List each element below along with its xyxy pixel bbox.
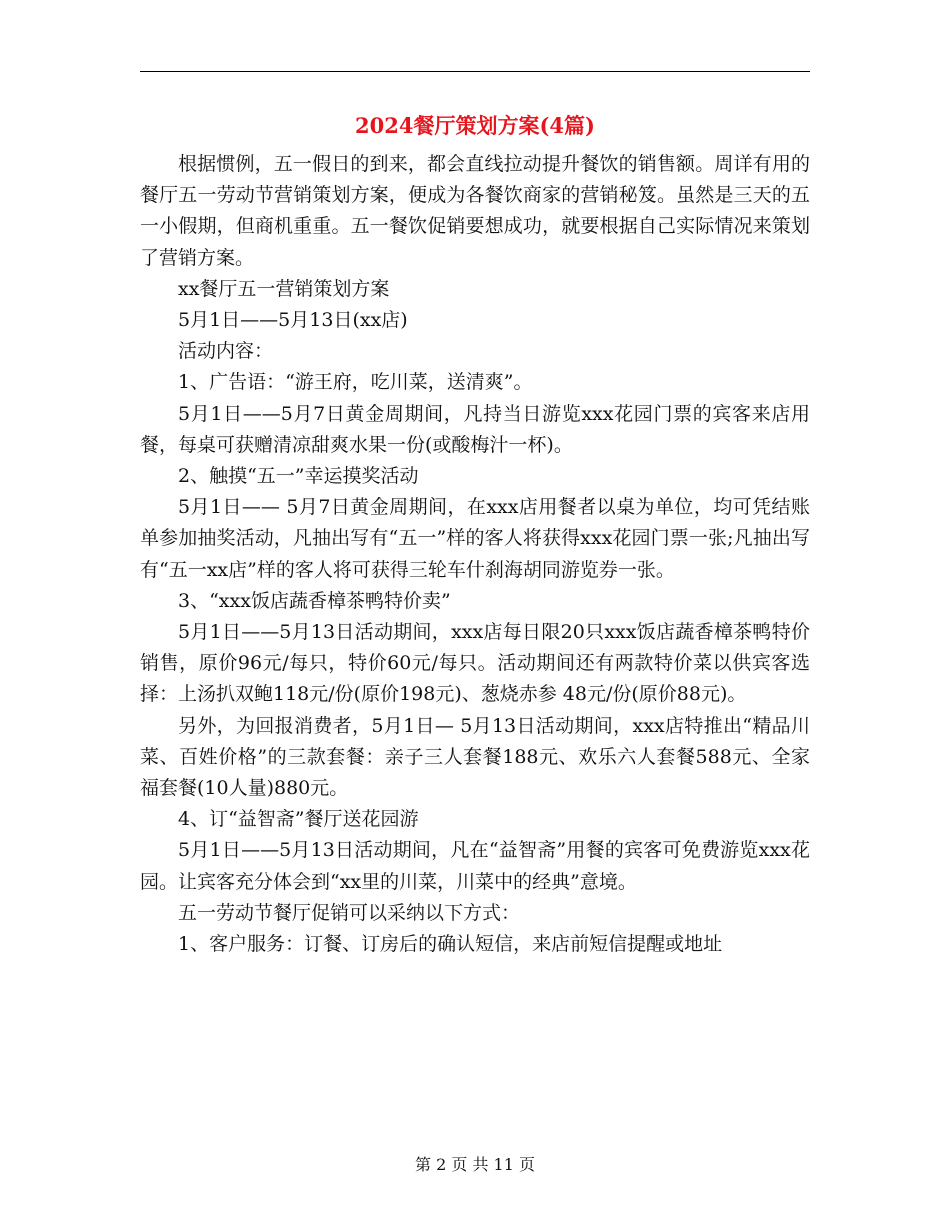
paragraph-additional-offer: 另外，为回报消费者，5月1日— 5月13日活动期间，xxx店特推出“精品川菜、百姓价格”的三款套餐：亲子三人套餐188元、欢乐六人套餐588元、全家福套餐(10人量)880元。 xyxy=(140,714,810,800)
paragraph-date-range: 5月1日——5月13日(xx店) xyxy=(178,309,408,332)
paragraph-plan-name: xx餐厅五一营销策划方案 xyxy=(178,277,390,300)
header-rule xyxy=(140,71,810,72)
paragraph-item-1: 1、广告语：“游王府，吃川菜，送清爽”。 xyxy=(178,371,533,394)
paragraph-activity-heading: 活动内容： xyxy=(178,340,274,363)
page-footer: 第 2 页 共 11 页 xyxy=(415,1155,535,1174)
paragraph-item-3: 3、“xxx饭店蔬香樟茶鸭特价卖” xyxy=(178,589,451,612)
paragraph-item-4-detail: 5月1日——5月13日活动期间，凡在“益智斋”用餐的宾客可免费游览xxx花园。让宾客充分体会到“xx里的川菜，川菜中的经典”意境。 xyxy=(140,839,810,893)
document-title: 2024餐厅策划方案(4篇) xyxy=(355,113,595,138)
paragraph-item-2-detail: 5月1日—— 5月7日黄金周期间，在xxx店用餐者以桌为单位，均可凭结账单参加抽奖活动，凡抽出写有“五一”样的客人将获得xxx花园门票一张;凡抽出写有“五一xx店”样的客人将可获得三轮车什刹海胡同游览券一张。 xyxy=(140,496,810,581)
paragraph-item-4: 4、订“益智斋”餐厅送花园游 xyxy=(178,808,419,831)
paragraph-methods-heading: 五一劳动节餐厅促销可以采纳以下方式： xyxy=(178,901,521,924)
paragraph-intro: 根据惯例，五一假日的到来，都会直线拉动提升餐饮的销售额。周详有用的餐厅五一劳动节营销策划方案，便成为各餐饮商家的营销秘笈。虽然是三天的五一小假期，但商机重重。五一餐饮促销要想成功，就要根据自己实际情况来策划了营销方案。 xyxy=(140,153,810,269)
paragraph-item-3-detail: 5月1日——5月13日活动期间，xxx店每日限20只xxx饭店蔬香樟茶鸭特价销售，原价96元/每只，特价60元/每只。活动期间还有两款特价菜以供宾客选择：上汤扒双鲍118元/份(原价198元)、葱烧赤参 48元/份(原价88元)。 xyxy=(140,621,810,706)
paragraph-method-1: 1、客户服务：订餐、订房后的确认短信，来店前短信提醒或地址 xyxy=(178,933,723,956)
paragraph-item-2: 2、触摸“五一”幸运摸奖活动 xyxy=(178,465,419,488)
paragraph-item-1-detail: 5月1日——5月7日黄金周期间，凡持当日游览xxx花园门票的宾客来店用餐，每桌可获赠清凉甜爽水果一份(或酸梅汁一杯)。 xyxy=(140,402,810,456)
document-body xyxy=(140,149,810,960)
